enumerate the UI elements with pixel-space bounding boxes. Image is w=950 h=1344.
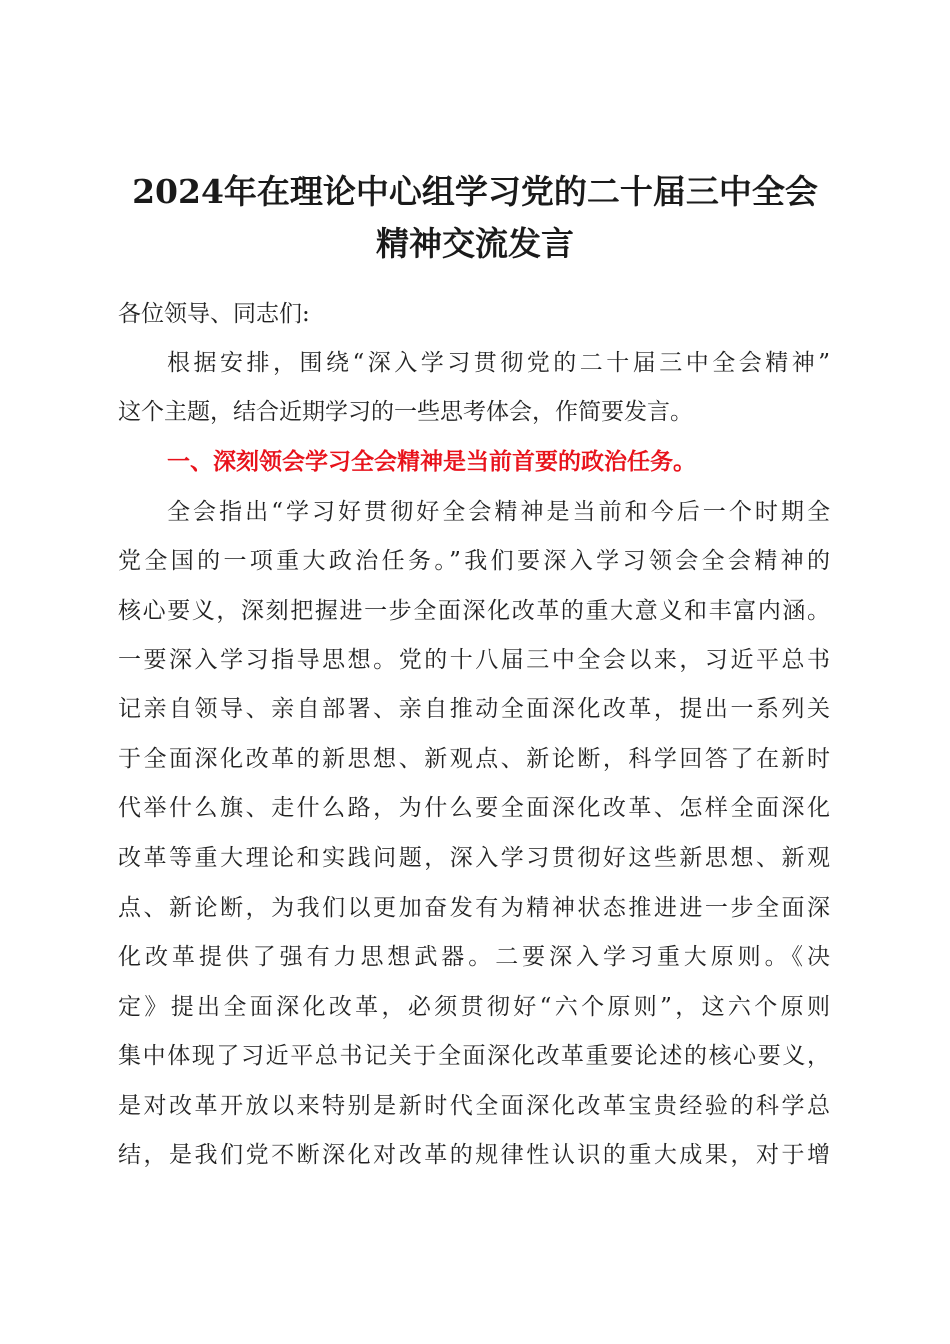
paragraph-line: 核心要义，深刻把握进一步全面深化改革的重大意义和丰富内涵。 — [118, 598, 830, 624]
paragraph-line: 根据安排，围绕“深入学习贯彻党的二十届三中全会精神” — [167, 350, 830, 376]
salutation: 各位领导、同志们: — [118, 301, 310, 327]
paragraph-line: 代举什么旗、走什么路，为什么要全面深化改革、怎样全面深化 — [118, 795, 830, 821]
document-title-line-2: 精神交流发言 — [376, 224, 574, 263]
paragraph-line: 党全国的一项重大政治任务。”我们要深入学习领会全会精神的 — [118, 548, 830, 574]
paragraph-line: 集中体现了习近平总书记关于全面深化改革重要论述的核心要义， — [118, 1043, 830, 1069]
paragraph-line: 点、新论断，为我们以更加奋发有为精神状态推进进一步全面深 — [118, 895, 830, 921]
paragraph-line: 化改革提供了强有力思想武器。二要深入学习重大原则。《决 — [118, 944, 830, 970]
document-title-line-1: 2024年在理论中心组学习党的二十届三中全会 — [132, 172, 818, 211]
paragraph-line: 一要深入学习指导思想。党的十八届三中全会以来，习近平总书 — [118, 647, 830, 673]
paragraph-line: 全会指出“学习好贯彻好全会精神是当前和今后一个时期全 — [167, 499, 830, 525]
paragraph-line: 结，是我们党不断深化对改革的规律性认识的重大成果，对于增 — [118, 1142, 830, 1168]
paragraph-line: 是对改革开放以来特别是新时代全面深化改革宝贵经验的科学总 — [118, 1093, 830, 1119]
paragraph-line: 记亲自领导、亲自部署、亲自推动全面深化改革，提出一系列关 — [118, 696, 830, 722]
paragraph-line: 改革等重大理论和实践问题，深入学习贯彻好这些新思想、新观 — [118, 845, 830, 871]
section-heading: 一、深刻领会学习全会精神是当前首要的政治任务。 — [167, 448, 696, 475]
paragraph-line: 这个主题，结合近期学习的一些思考体会，作简要发言。 — [118, 399, 693, 425]
paragraph-line: 定》提出全面深化改革，必须贯彻好“六个原则”，这六个原则 — [118, 994, 830, 1020]
paragraph-line: 于全面深化改革的新思想、新观点、新论断，科学回答了在新时 — [118, 746, 830, 772]
